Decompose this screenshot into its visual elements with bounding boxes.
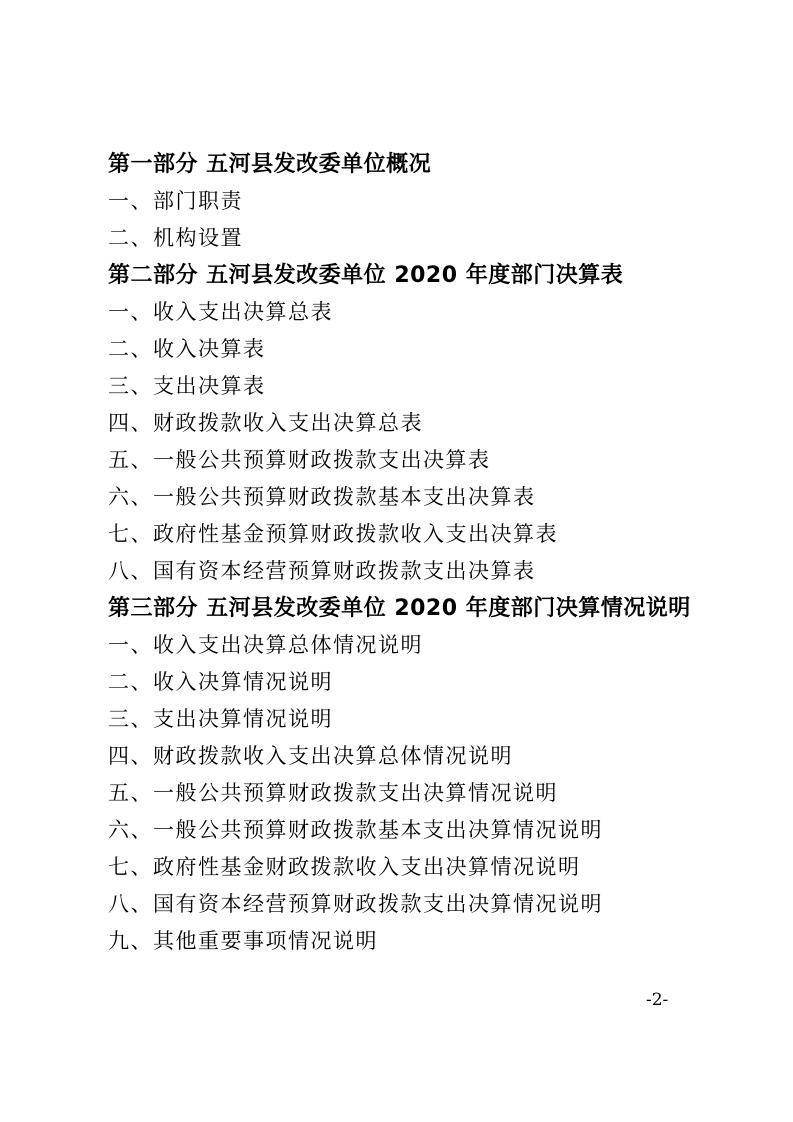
toc-item: 五、一般公共预算财政拨款支出决算情况说明: [108, 781, 558, 805]
toc-item: 三、支出决算表: [108, 374, 266, 398]
toc-item: 二、收入决算表: [108, 337, 266, 361]
toc-item: 三、支出决算情况说明: [108, 707, 333, 731]
toc-item: 一、收入支出决算总表: [108, 300, 333, 324]
toc-item: 二、机构设置: [108, 226, 243, 250]
part1-heading: 第一部分 五河县发改委单位概况: [108, 152, 432, 177]
toc-item: 二、收入决算情况说明: [108, 670, 333, 694]
toc-item: 五、一般公共预算财政拨款支出决算表: [108, 448, 491, 472]
toc-item: 七、政府性基金财政拨款收入支出决算情况说明: [108, 855, 581, 879]
toc-item: 四、财政拨款收入支出决算总体情况说明: [108, 744, 513, 768]
part3-heading: 第三部分 五河县发改委单位 2020 年度部门决算情况说明: [108, 596, 691, 621]
toc-item: 六、一般公共预算财政拨款基本支出决算情况说明: [108, 818, 603, 842]
toc-item: 一、收入支出决算总体情况说明: [108, 633, 423, 657]
toc-item: 七、政府性基金预算财政拨款收入支出决算表: [108, 522, 558, 546]
part2-heading: 第二部分 五河县发改委单位 2020 年度部门决算表: [108, 263, 624, 288]
toc-item: 六、一般公共预算财政拨款基本支出决算表: [108, 485, 536, 509]
toc-item: 一、部门职责: [108, 189, 243, 213]
table-of-contents: [108, 146, 708, 960]
toc-item: 八、国有资本经营预算财政拨款支出决算情况说明: [108, 892, 603, 916]
toc-item: 四、财政拨款收入支出决算总表: [108, 411, 423, 435]
page-number: -2-: [646, 990, 669, 1010]
toc-item: 八、国有资本经营预算财政拨款支出决算表: [108, 559, 536, 583]
toc-item: 九、其他重要事项情况说明: [108, 929, 378, 953]
